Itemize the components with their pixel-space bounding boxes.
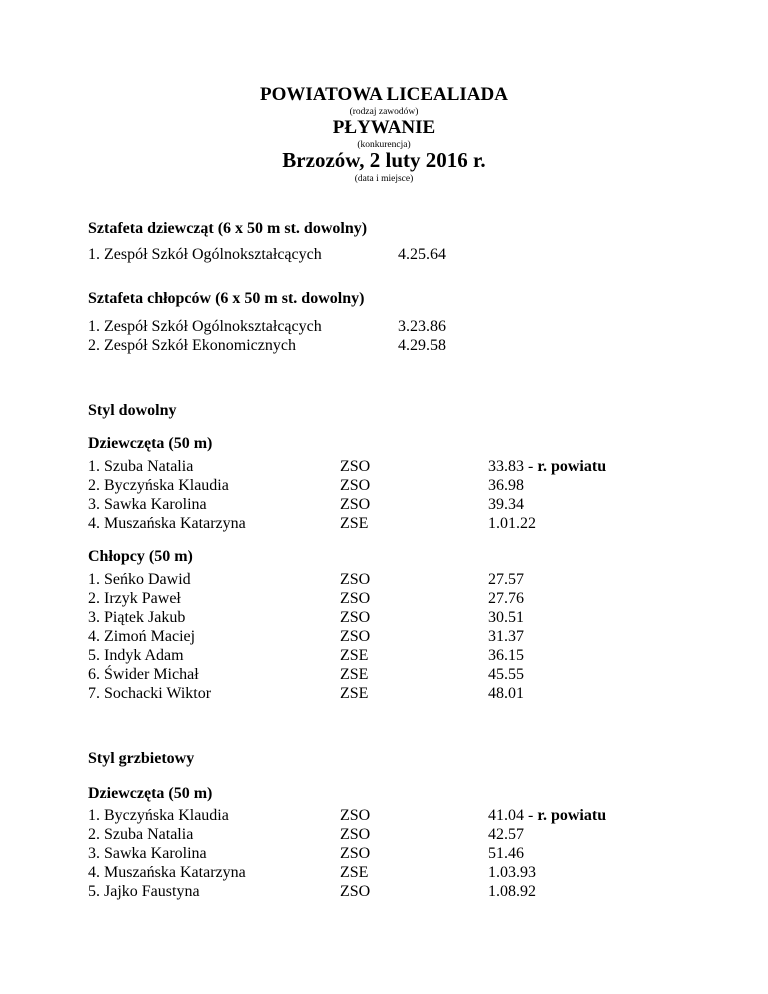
result-time: 36.15 (488, 647, 524, 664)
result-time: 36.98 (488, 477, 524, 494)
result-time: 1.08.92 (488, 883, 536, 900)
result-time: 4.29.58 (398, 337, 446, 354)
swimmer-name: 4. Muszańska Katarzyna (88, 515, 246, 532)
freestyle-heading: Styl dowolny (88, 402, 177, 419)
result-time: 1.01.22 (488, 515, 536, 532)
event-title-note: (rodzaj zawodów) (349, 107, 419, 117)
relay-girls-heading: Sztafeta dziewcząt (6 x 50 m st. dowolny) (88, 220, 368, 237)
school-code: ZSE (340, 864, 369, 881)
school-code: ZSO (340, 590, 371, 607)
result-time-cell (488, 457, 606, 476)
result-time: 41.04 (488, 807, 524, 824)
event-title: POWIATOWA LICEALIADA (260, 84, 508, 105)
backstroke-heading: Styl grzbietowy (88, 750, 195, 767)
freestyle-girls-heading: Dziewczęta (50 m) (88, 435, 213, 452)
school-code: ZSO (340, 807, 371, 824)
team-name: 1. Zespół Szkół Ogólnokształcących (88, 246, 322, 263)
swimmer-name: 5. Indyk Adam (88, 647, 184, 664)
record-label: r. powiatu (537, 807, 607, 824)
school-code: ZSE (340, 685, 369, 702)
result-time: 33.83 (488, 458, 524, 475)
record-label: r. powiatu (537, 458, 607, 475)
swimmer-name: 1. Seńko Dawid (88, 571, 191, 588)
record-separator: - (524, 458, 538, 475)
discipline-note: (konkurencja) (357, 140, 411, 150)
result-time: 1.03.93 (488, 864, 536, 881)
school-code: ZSO (340, 826, 371, 843)
school-code: ZSO (340, 571, 371, 588)
school-code: ZSE (340, 515, 369, 532)
swimmer-name: 2. Byczyńska Klaudia (88, 477, 229, 494)
swimmer-name: 7. Sochacki Wiktor (88, 685, 212, 702)
swimmer-name: 4. Zimoń Maciej (88, 628, 196, 645)
school-code: ZSO (340, 496, 371, 513)
result-time: 31.37 (488, 628, 524, 645)
school-code: ZSO (340, 628, 371, 645)
date-place-note: (data i miejsce) (354, 174, 414, 184)
swimmer-name: 6. Świder Michał (88, 666, 199, 683)
swimmer-name: 3. Sawka Karolina (88, 845, 207, 862)
result-time: 48.01 (488, 685, 524, 702)
result-time: 45.55 (488, 666, 524, 683)
swimmer-name: 1. Szuba Natalia (88, 458, 194, 475)
swimmer-name: 3. Piątek Jakub (88, 609, 186, 626)
swimmer-name: 4. Muszańska Katarzyna (88, 864, 246, 881)
result-time: 27.57 (488, 571, 524, 588)
result-time: 39.34 (488, 496, 524, 513)
team-name: 1. Zespół Szkół Ogólnokształcących (88, 318, 322, 335)
freestyle-boys-heading: Chłopcy (50 m) (88, 548, 193, 565)
school-code: ZSE (340, 647, 369, 664)
school-code: ZSO (340, 609, 371, 626)
discipline-title: PŁYWANIE (332, 117, 436, 138)
result-time: 30.51 (488, 609, 524, 626)
record-separator: - (524, 807, 538, 824)
swimmer-name: 3. Sawka Karolina (88, 496, 207, 513)
school-code: ZSO (340, 845, 371, 862)
result-time-cell (488, 806, 606, 825)
result-time: 51.46 (488, 845, 524, 862)
swimmer-name: 5. Jajko Faustyna (88, 883, 200, 900)
swimmer-name: 1. Byczyńska Klaudia (88, 807, 229, 824)
date-place: Brzozów, 2 luty 2016 r. (282, 148, 486, 172)
swimmer-name: 2. Irzyk Paweł (88, 590, 181, 607)
school-code: ZSO (340, 477, 371, 494)
swimmer-name: 2. Szuba Natalia (88, 826, 194, 843)
school-code: ZSO (340, 883, 371, 900)
team-name: 2. Zespół Szkół Ekonomicznych (88, 337, 296, 354)
school-code: ZSO (340, 458, 371, 475)
result-time: 42.57 (488, 826, 524, 843)
result-time: 3.23.86 (398, 318, 446, 335)
result-time: 27.76 (488, 590, 524, 607)
result-time: 4.25.64 (398, 246, 446, 263)
relay-boys-heading: Sztafeta chłopców (6 x 50 m st. dowolny) (88, 290, 365, 307)
backstroke-girls-heading: Dziewczęta (50 m) (88, 785, 213, 802)
school-code: ZSE (340, 666, 369, 683)
